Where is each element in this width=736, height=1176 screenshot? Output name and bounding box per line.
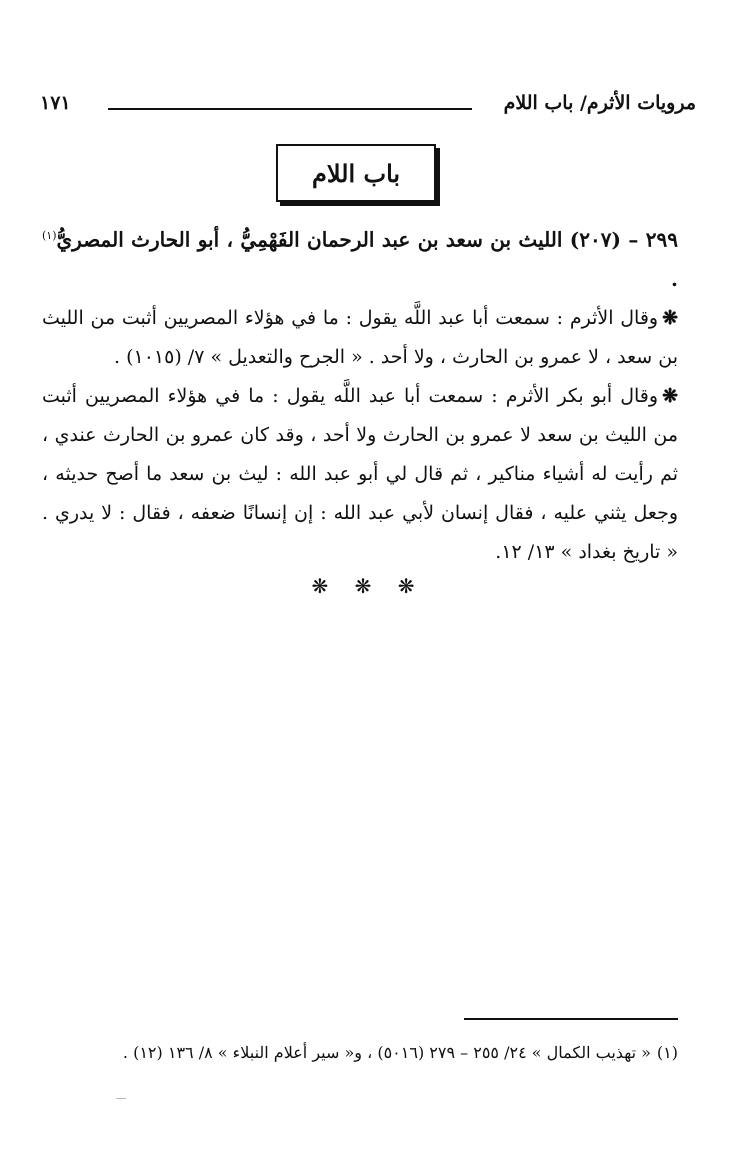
paragraph-text: وقال أبو بكر الأثرم : سمعت أبا عبد اللَّه يقول : ما في هؤلاء المصريين أثبت من الليث بن سعد لا عمرو بن الحارث ولا أحد ، وقد كان عمرو بن الحارث عندي ، ثم رأيت له أشياء مناكير ، ثم قال لي أبو عبد الله : ليث بن سعد ما أصح حديثه ، وجعل يثني عليه ، فقال إنسان لأبي عبد الله : إن إنسانًا ضعفه ، فقال : لا يدري . « تاريخ بغداد » ١٣/ ١٢.: [42, 384, 678, 563]
paragraph-text: وقال الأثرم : سمعت أبا عبد اللَّه يقول : ما في هؤلاء المصريين أثبت من الليث بن سعد ، لا عمرو بن الحارث ، ولا أحد . « الجرح والتعديل » ٧/ (١٠١٥) .: [42, 306, 678, 368]
paragraph-2: [42, 377, 678, 572]
entry-heading-end: .: [671, 266, 678, 291]
footnote-rule: [464, 1018, 678, 1020]
footnote-mark: (١): [656, 1043, 678, 1062]
footnote-reference: (١): [42, 229, 57, 242]
star-bullet-icon: ❋: [662, 384, 678, 407]
scan-artifact: [116, 1098, 126, 1099]
entry-heading-text: ٢٩٩ – (٢٠٧) الليث بن سعد بن عبد الرحمان الفَهْمِيُّ ، أبو الحارث المصريُّ: [56, 227, 678, 252]
footnote-1: [42, 1038, 678, 1068]
chapter-title: باب اللام: [311, 158, 401, 188]
chapter-title-box: [276, 144, 436, 202]
entry-heading: [42, 216, 678, 299]
section-ornament: ❋ ❋ ❋: [311, 574, 425, 598]
star-bullet-icon: ❋: [662, 306, 678, 329]
running-header-title: مرويات الأثرم/ باب اللام: [503, 92, 696, 114]
page-number: ١٧١: [40, 92, 71, 114]
running-header: [40, 88, 696, 120]
body-text: [42, 216, 678, 572]
header-rule: [108, 108, 472, 110]
paragraph-1: [42, 299, 678, 377]
footnote-text: « تهذيب الكمال » ٢٤/ ٢٥٥ – ٢٧٩ (٥٠١٦) ، و« سير أعلام النبلاء » ٨/ ١٣٦ (١٢) .: [122, 1043, 651, 1062]
